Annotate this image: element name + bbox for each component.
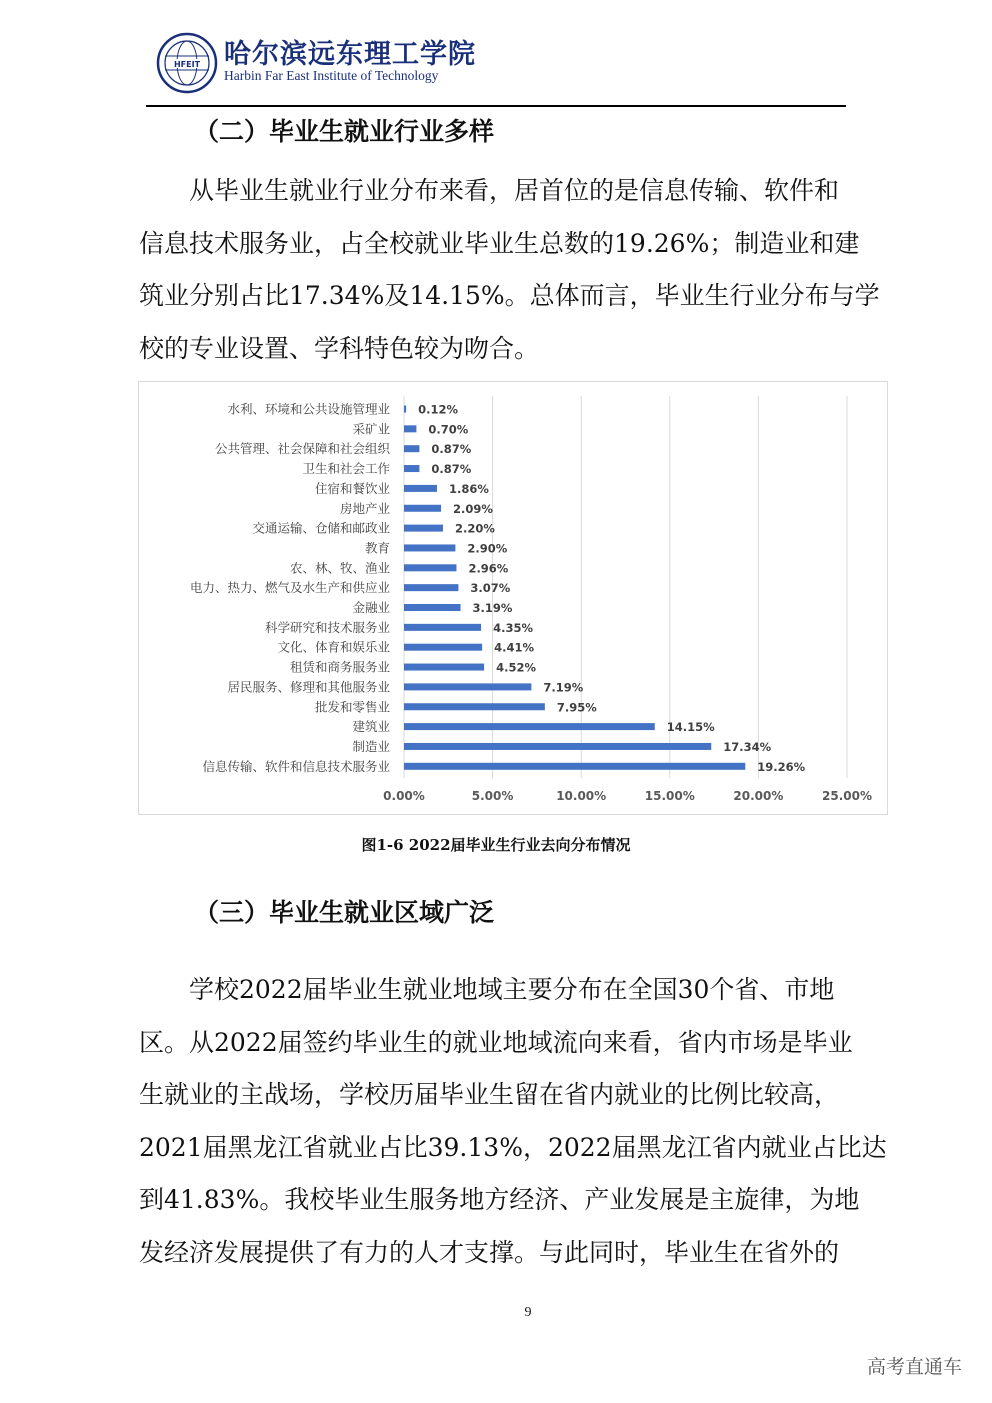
bar: [404, 505, 441, 512]
bar: [404, 644, 482, 651]
figure-caption: 图1-6 2022届毕业生行业去向分布情况: [361, 836, 631, 854]
watermark: 高考直通车: [866, 1356, 962, 1378]
school-name-en: Harbin Far East Institute of Technology: [224, 68, 439, 83]
x-tick-label: 0.00%: [383, 789, 425, 803]
para-line: 到41.83%。我校毕业生服务地方经济、产业发展是主旋律，为地: [139, 1185, 860, 1214]
category-label: 住宿和餐饮业: [314, 480, 390, 496]
data-label: 3.19%: [472, 601, 513, 615]
category-label: 居民服务、修理和其他服务业: [227, 679, 390, 695]
data-label: 4.52%: [496, 660, 537, 675]
data-label: 14.15%: [666, 720, 715, 735]
category-label: 批发和零售业: [314, 699, 390, 715]
bar: [404, 445, 419, 452]
category-label: 科学研究和技术服务业: [264, 619, 390, 635]
bar: [404, 584, 458, 591]
data-label: 17.34%: [723, 739, 772, 754]
bar: [404, 485, 437, 492]
x-tick-label: 10.00%: [556, 789, 607, 803]
x-tick-label: 5.00%: [471, 789, 514, 803]
data-label: 2.09%: [453, 501, 493, 516]
school-name-cn: 哈尔滨远东理工学院: [224, 39, 476, 70]
category-label: 卫生和社会工作: [302, 461, 390, 477]
para-line: 信息技术服务业，占全校就业毕业生总数的19.26%；制造业和建: [139, 228, 860, 258]
bar: [404, 723, 655, 730]
category-label: 采矿业: [352, 421, 390, 437]
data-label: 0.87%: [431, 442, 472, 457]
category-label: 信息传输、软件和信息技术服务业: [202, 758, 390, 774]
x-tick-label: 20.00%: [733, 789, 784, 803]
data-label: 4.35%: [493, 620, 533, 635]
section3-heading: （三）毕业生就业区域广泛: [194, 898, 495, 927]
data-label: 0.12%: [418, 402, 459, 417]
section2-paragraph: [139, 165, 889, 375]
category-label: 电力、热力、燃气及水生产和供应业: [189, 580, 390, 596]
data-label: 7.95%: [556, 700, 597, 715]
chart-svg: [139, 382, 887, 814]
category-label: 制造业: [352, 738, 390, 754]
category-label: 房地产业: [339, 500, 390, 516]
data-label: 2.90%: [467, 541, 508, 556]
category-label: 农、林、牧、渔业: [289, 560, 390, 576]
data-label: 1.86%: [448, 481, 489, 496]
data-label: 0.87%: [431, 462, 472, 477]
section2-heading: （二）毕业生就业行业多样: [194, 117, 495, 146]
bar: [404, 763, 745, 770]
para-line: 发经济发展提供了有力的人才支撑。与此同时，毕业生在省外的: [139, 1237, 840, 1267]
data-label: 4.41%: [494, 640, 535, 655]
category-label: 教育: [364, 540, 390, 556]
para-line: 校的专业设置、学科特色较为吻合。: [139, 333, 540, 363]
school-logo-icon: [156, 32, 218, 94]
x-tick-label: 25.00%: [822, 789, 872, 803]
category-label: 水利、环境和公共设施管理业: [227, 401, 390, 417]
x-tick-label: 15.00%: [644, 789, 695, 803]
category-label: 公共管理、社会保障和社会组织: [214, 441, 390, 457]
para-line: 区。从2022届签约毕业生的就业地域流向来看，省内市场是毕业: [139, 1027, 853, 1057]
page-number: 9: [524, 1305, 532, 1320]
para-line: 从毕业生就业行业分布来看，居首位的是信息传输、软件和: [189, 176, 840, 205]
para-line: 2021届黑龙江省就业占比39.13%，2022届黑龙江省内就业占比达: [139, 1132, 887, 1162]
section3-paragraph: [139, 964, 889, 1279]
bar: [404, 604, 461, 611]
bar: [404, 683, 531, 690]
category-label: 租赁和商务服务业: [289, 659, 390, 675]
data-label: 0.70%: [428, 422, 469, 437]
industry-bar-chart: [138, 381, 888, 815]
data-label: 19.26%: [757, 759, 806, 774]
data-label: 3.07%: [470, 581, 511, 596]
para-line: 生就业的主战场，学校历届毕业生留在省内就业的比例比较高，: [139, 1080, 840, 1109]
bar: [404, 703, 545, 710]
logo-text: HFEIT: [173, 60, 201, 69]
bar: [404, 544, 455, 551]
bar: [404, 743, 711, 750]
bar: [404, 564, 456, 571]
data-label: 7.19%: [543, 680, 584, 695]
bar: [404, 525, 443, 532]
category-label: 建筑业: [352, 719, 390, 735]
para-line: 学校2022届毕业生就业地域主要分布在全国30个省、市地: [189, 975, 835, 1004]
para-line: 筑业分别占比17.34%及14.15%。总体而言，毕业生行业分布与学: [139, 281, 880, 310]
bar: [404, 624, 481, 631]
data-label: 2.96%: [468, 561, 509, 576]
category-label: 交通运输、仓储和邮政业: [252, 520, 390, 536]
data-label: 2.20%: [454, 521, 495, 536]
bar: [404, 425, 416, 432]
category-label: 金融业: [352, 600, 390, 615]
bar: [404, 465, 419, 472]
bar: [404, 664, 484, 671]
header-divider: [146, 105, 846, 107]
category-label: 文化、体育和娱乐业: [277, 639, 390, 655]
bar: [404, 406, 406, 413]
